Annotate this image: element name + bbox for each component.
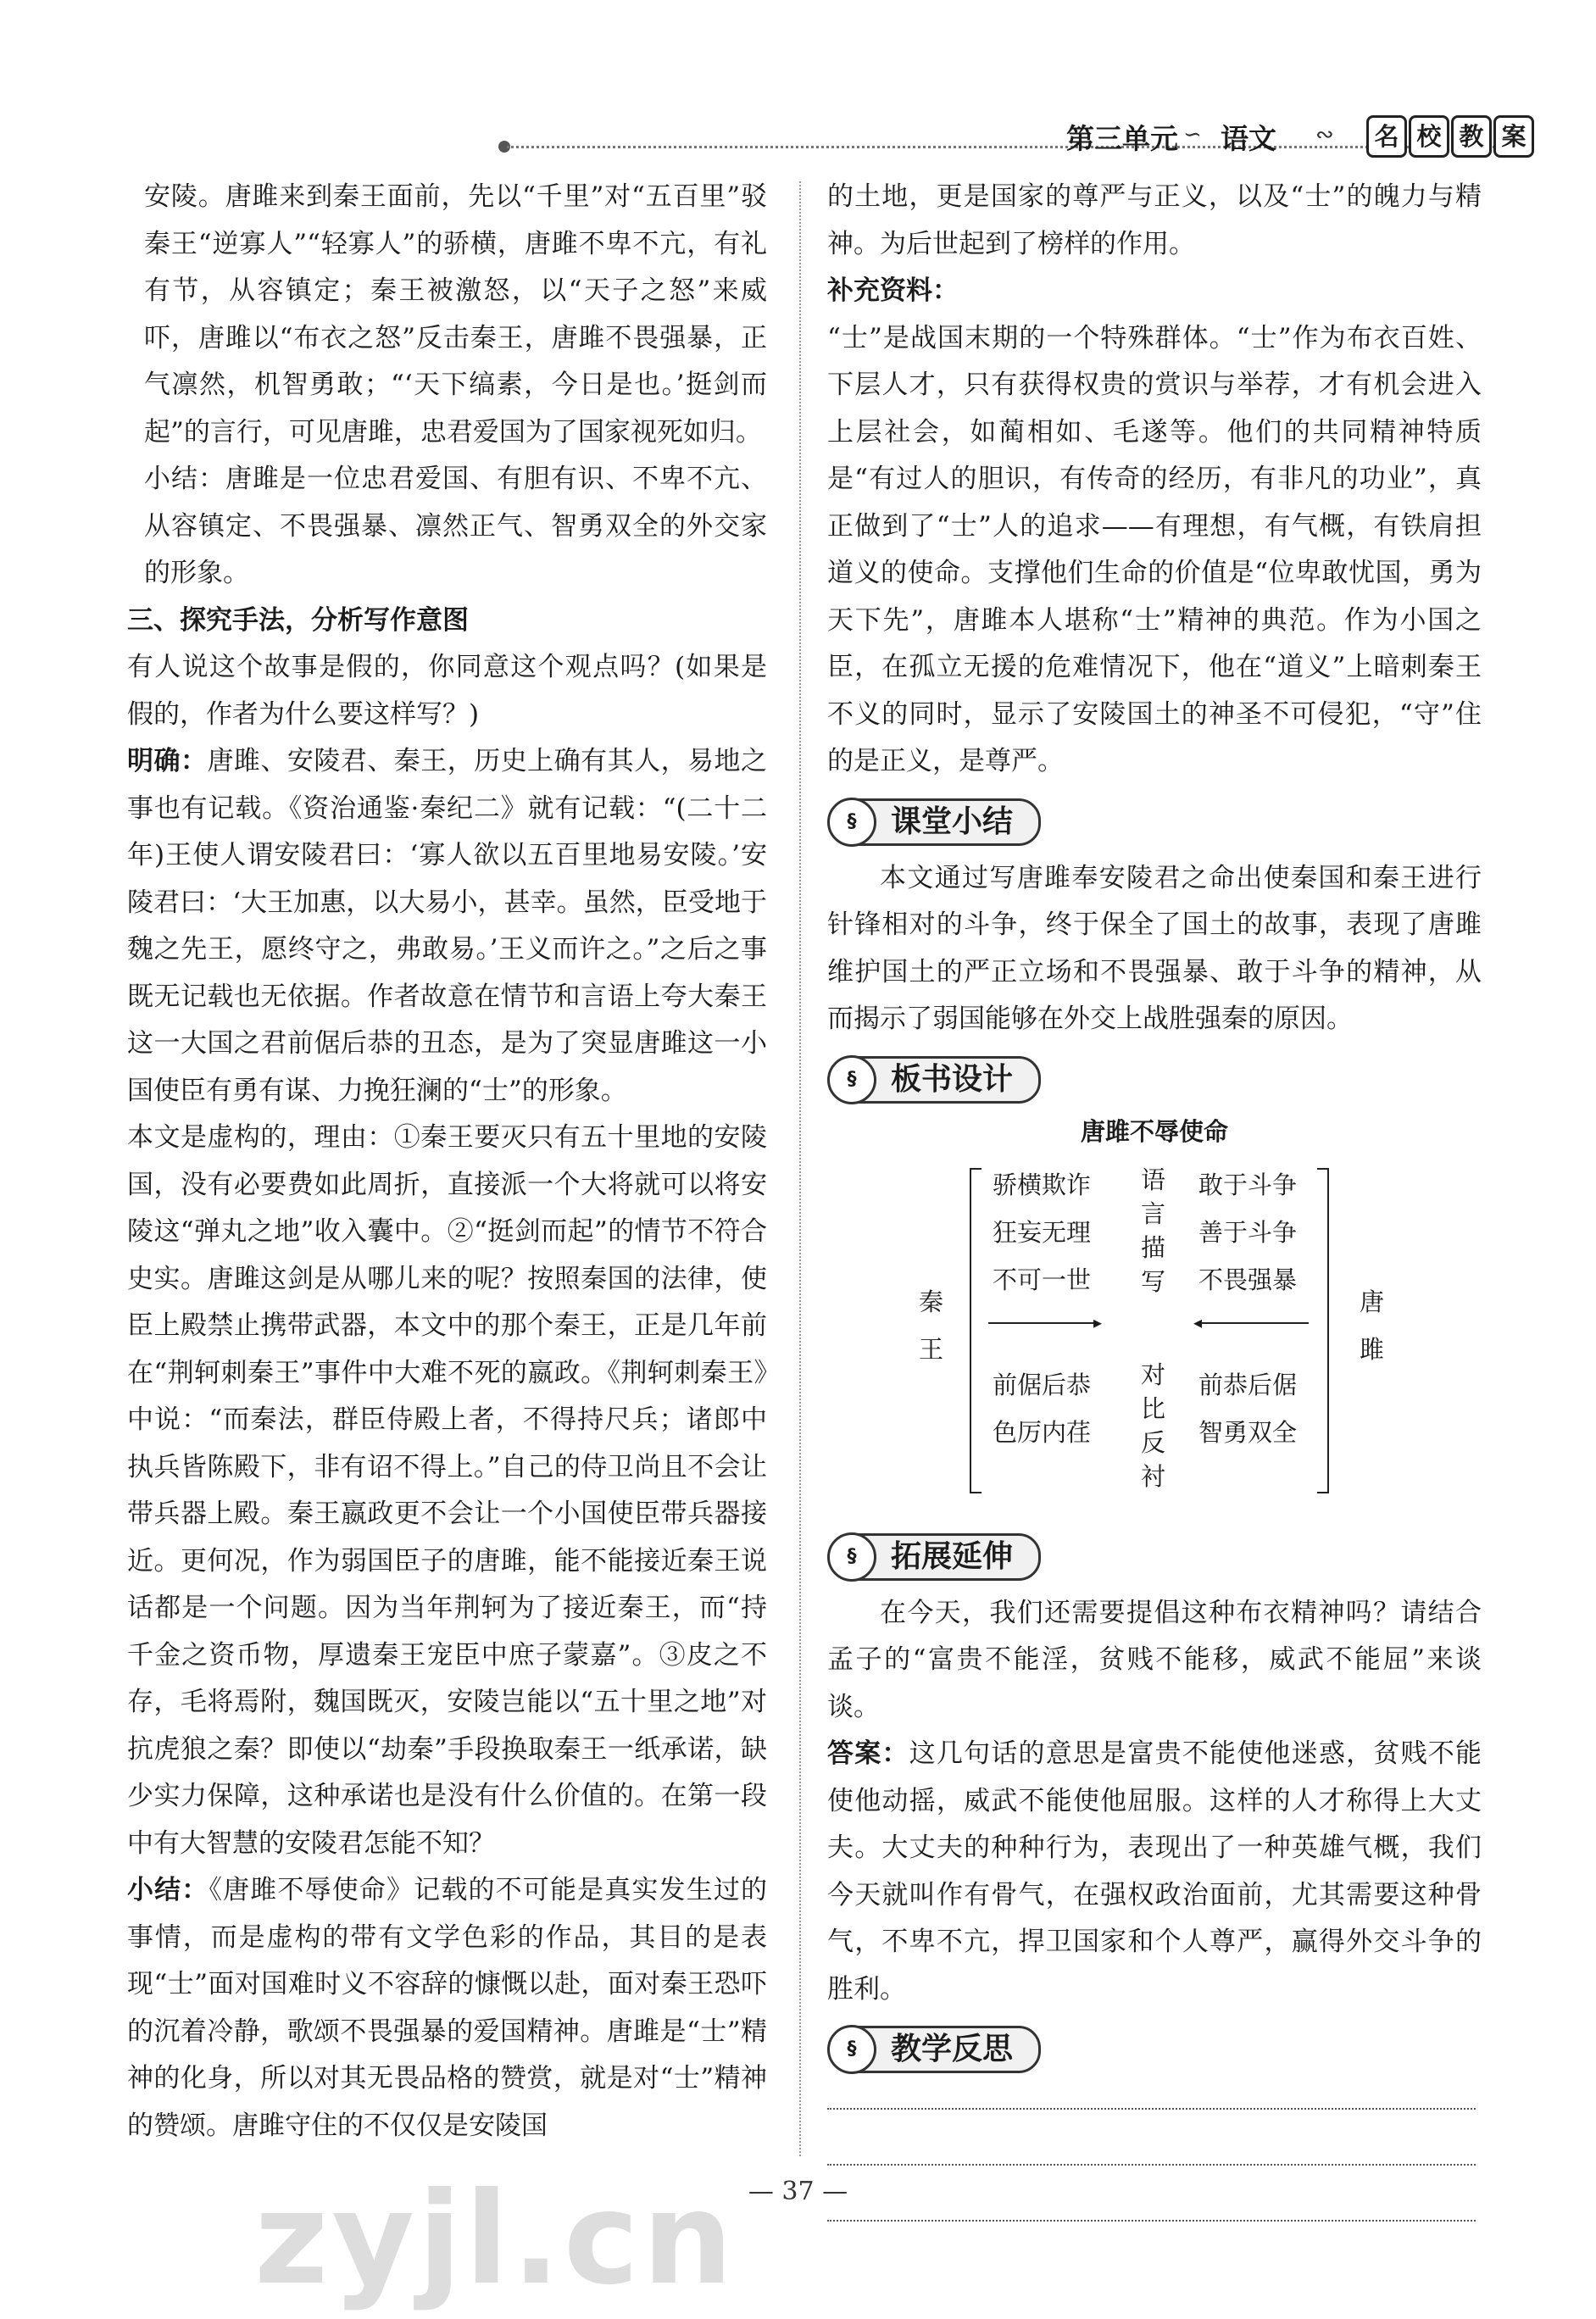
tang-char: 唐 <box>1360 1287 1385 1316</box>
section-title: 课堂小结 <box>854 798 1041 846</box>
right-column <box>827 174 1482 2276</box>
brand-char: 校 <box>1409 115 1449 158</box>
brand-char: 案 <box>1493 115 1534 158</box>
header-rule <box>507 146 1505 148</box>
clarification-text: 唐雎、安陵君、秦王，历史上确有其人，易地之事也有记载。《资治通鉴·秦纪二》就有记载：“(二十二年)王使人谓安陵君曰：‘寡人欲以五百里地易安陵。’安陵君曰：‘大王加惠，以大易小，甚幸。虽然，臣受地于魏之先王，愿终守之，弗敢易。’王义而许之。”之后之事既无记载也无依据。作者故意在情节和言语上夸大秦王这一大国之君前倨后恭的丑态，是为了突显唐雎这一小国使臣有勇有谋、力挽狂澜的“士”的形象。 <box>127 746 768 1106</box>
section-badge-icon: § <box>827 1055 876 1104</box>
section-badge-icon: § <box>827 2025 876 2074</box>
write-line <box>827 2164 1476 2166</box>
clarification-label: 明确： <box>127 746 208 776</box>
brand-logo <box>1366 115 1534 154</box>
mid-char: 对 <box>1141 1360 1166 1389</box>
mid-char: 写 <box>1141 1266 1166 1296</box>
qin-trait: 色厉内荏 <box>993 1417 1092 1447</box>
qin-trait: 骄横欺诈 <box>993 1170 1092 1199</box>
write-line <box>827 2220 1476 2222</box>
left-bracket <box>970 1168 982 1493</box>
extension-question: 在今天，我们还需要提倡这种布衣精神吗？请结合孟子的“富贵不能淫，贫贱不能移，威武不能屈”来谈谈。 <box>827 1597 1482 1722</box>
arrow-right-head-icon: ▸ <box>1093 1311 1103 1332</box>
answer-label: 答案： <box>827 1738 909 1769</box>
mid-char: 反 <box>1141 1427 1166 1457</box>
swash-left-icon: ∽ <box>1183 122 1202 147</box>
tang-char: 雎 <box>1360 1334 1385 1364</box>
section-class-summary <box>827 798 1482 847</box>
arrow-left-head-icon: ◂ <box>1193 1311 1203 1332</box>
right-bracket <box>1317 1168 1329 1493</box>
section-board-design <box>827 1055 1482 1104</box>
board-diagram <box>827 1156 1482 1521</box>
header-subject: 语文 <box>1221 122 1276 155</box>
section-reflection <box>827 2025 1482 2074</box>
section-title: 拓展延伸 <box>854 1533 1041 1581</box>
arrow-right <box>988 1322 1098 1324</box>
page-header <box>0 0 1596 161</box>
section-title: 板书设计 <box>854 1056 1041 1104</box>
board-title: 唐雎不辱使命 <box>1080 1116 1228 1146</box>
qin-trait: 狂妄无理 <box>993 1217 1092 1247</box>
arrow-left <box>1198 1322 1309 1324</box>
qin-trait: 前倨后恭 <box>993 1370 1092 1399</box>
page-number: — 37 — <box>748 2177 848 2206</box>
qin-char: 秦 <box>919 1287 944 1316</box>
column-divider <box>799 181 801 2156</box>
conclusion-label: 小结： <box>127 1875 209 1905</box>
header-unit: 第三单元 <box>1066 122 1178 155</box>
question: 有人说这个故事是假的，你同意这个观点吗？(如果是假的，作者为什么要这样写？) <box>127 652 767 730</box>
mid-char: 言 <box>1141 1198 1166 1228</box>
brand-char: 名 <box>1366 115 1407 158</box>
qin-char: 王 <box>919 1334 944 1364</box>
tang-trait: 前恭后倨 <box>1198 1370 1298 1399</box>
conclusion-text: 《唐雎不辱使命》记载的不可能是真实发生过的事情，而是虚构的带有文学色彩的作品，其目的是表现“士”面对国难时义不容辞的慷慨以赴，面对秦王恐吓的沉着冷静，歌颂不畏强暴的爱国精神。唐雎是“士”精神的化身，所以对其无畏品格的赞赏，就是对“士”精神的赞颂。唐雎守住的不仅仅是安陵国 <box>127 1875 768 2141</box>
answer <box>827 1731 1482 2013</box>
class-summary-text: 本文通过写唐雎奉安陵君之命出使秦国和秦王进行针锋相对的斗争，终于保全了国土的故事，表现了唐雎维护国土的严正立场和不畏强暴、敢于斗争的精神，从而揭示了弱国能够在外交上战胜强秦的原因。 <box>827 862 1482 1034</box>
mid-char: 语 <box>1141 1165 1166 1194</box>
swash-right-icon: ∾ <box>1315 122 1334 147</box>
clarification <box>127 738 767 1115</box>
section-heading-3: 三、探究手法，分析写作意图 <box>127 604 469 636</box>
tang-trait: 智勇双全 <box>1198 1417 1298 1447</box>
qin-trait: 不可一世 <box>993 1265 1092 1294</box>
left-paragraph-1: 安陵。唐雎来到秦王面前，先以“千里”对“五百里”驳秦王“逆寡人”“轻寡人”的骄横，唐雎不卑不亢，有礼有节，从容镇定；秦王被激怒，以“天子之怒”来威吓，唐雎以“布衣之怒”反击秦王，唐雎不畏强暴，正气凛然，机智勇敢；“‘天下缟素，今日是也。’挺剑而起”的言行，可见唐雎，忠君爱国为了国家视死如归。 <box>144 181 767 448</box>
section-badge-icon: § <box>827 798 876 847</box>
tang-trait: 善于斗争 <box>1198 1217 1298 1247</box>
tang-trait: 不畏强暴 <box>1198 1265 1298 1294</box>
left-column <box>127 174 767 2149</box>
answer-text: 这几句话的意思是富贵不能使他迷惑，贫贱不能使他动摇，威武不能使他屈服。这样的人才称得上大丈夫。大丈夫的种种行为，表现出了一种英雄气概，我们今天就叫作有骨气，在强权政治面前，尤其需要这种骨气，不卑不亢，捍卫国家和个人尊严，赢得外交斗争的胜利。 <box>827 1738 1482 2005</box>
section-extension <box>827 1532 1482 1582</box>
supplement-text: “士”是战国末期的一个特殊群体。“士”作为布衣百姓、下层人才，只有获得权贵的赏识与举荐，才有机会进入上层社会，如蔺相如、毛遂等。他们的共同精神特质是“有过人的胆识，有传奇的经历，有非凡的功业”，真正做到了“士”人的追求——有理想，有气概，有铁肩担道义的使命。支撑他们生命的价值是“位卑敢忧国，勇为天下先”，唐雎本人堪称“士”精神的典范。作为小国之臣，在孤立无援的危难情况下，他在“道义”上暗刺秦王不义的同时，显示了安陵国土的神圣不可侵犯，“守”住的是正义，是尊严。 <box>827 322 1482 776</box>
conclusion <box>127 1867 767 2149</box>
watermark: zyjl.cn <box>254 2166 737 2313</box>
mid-char: 比 <box>1141 1393 1166 1423</box>
section-badge-icon: § <box>827 1532 876 1582</box>
mid-char: 衬 <box>1141 1461 1166 1491</box>
left-summary: 小结：唐雎是一位忠君爱国、有胆有识、不卑不亢、从容镇定、不畏强暴、凛然正气、智勇双全的外交家的形象。 <box>144 464 767 588</box>
fiction-reasons: 本文是虚构的，理由：①秦王要灭只有五十里地的安陵国，没有必要费如此周折，直接派一个大将就可以将安陵这“弹丸之地”收入囊中。②“挺剑而起”的情节不符合史实。唐雎这剑是从哪儿来的呢？按照秦国的法律，使臣上殿禁止携带武器，本文中的那个秦王，正是几年前在“荆轲刺秦王”事件中大难不死的嬴政。《荆轲刺秦王》中说：“而秦法，群臣侍殿上者，不得持尺兵；诸郎中执兵皆陈殿下，非有诏不得上。”自己的侍卫尚且不会让带兵器上殿。秦王嬴政更不会让一个小国使臣带兵器接近。更何况，作为弱国臣子的唐雎，能不能接近秦王说话都是一个问题。因为当年荆轲为了接近秦王，而“持千金之资币物，厚遗秦王宠臣中庶子蒙嘉”。③皮之不存，毛将焉附，魏国既灭，安陵岂能以“五十里之地”对抗虎狼之秦？即使以“劫秦”手段换取秦王一纸承诺，缺少实力保障，这种承诺也是没有什么价值的。在第一段中有大智慧的安陵君怎能不知？ <box>127 1122 767 1859</box>
section-title: 教学反思 <box>854 2026 1041 2073</box>
write-line <box>827 2108 1476 2110</box>
brand-char: 教 <box>1451 115 1492 158</box>
supplement-label: 补充资料： <box>827 275 959 306</box>
right-paragraph-1: 的土地，更是国家的尊严与正义，以及“士”的魄力与精神。为后世起到了榜样的作用。 <box>827 181 1482 259</box>
tang-trait: 敢于斗争 <box>1198 1170 1298 1199</box>
mid-char: 描 <box>1141 1232 1166 1262</box>
